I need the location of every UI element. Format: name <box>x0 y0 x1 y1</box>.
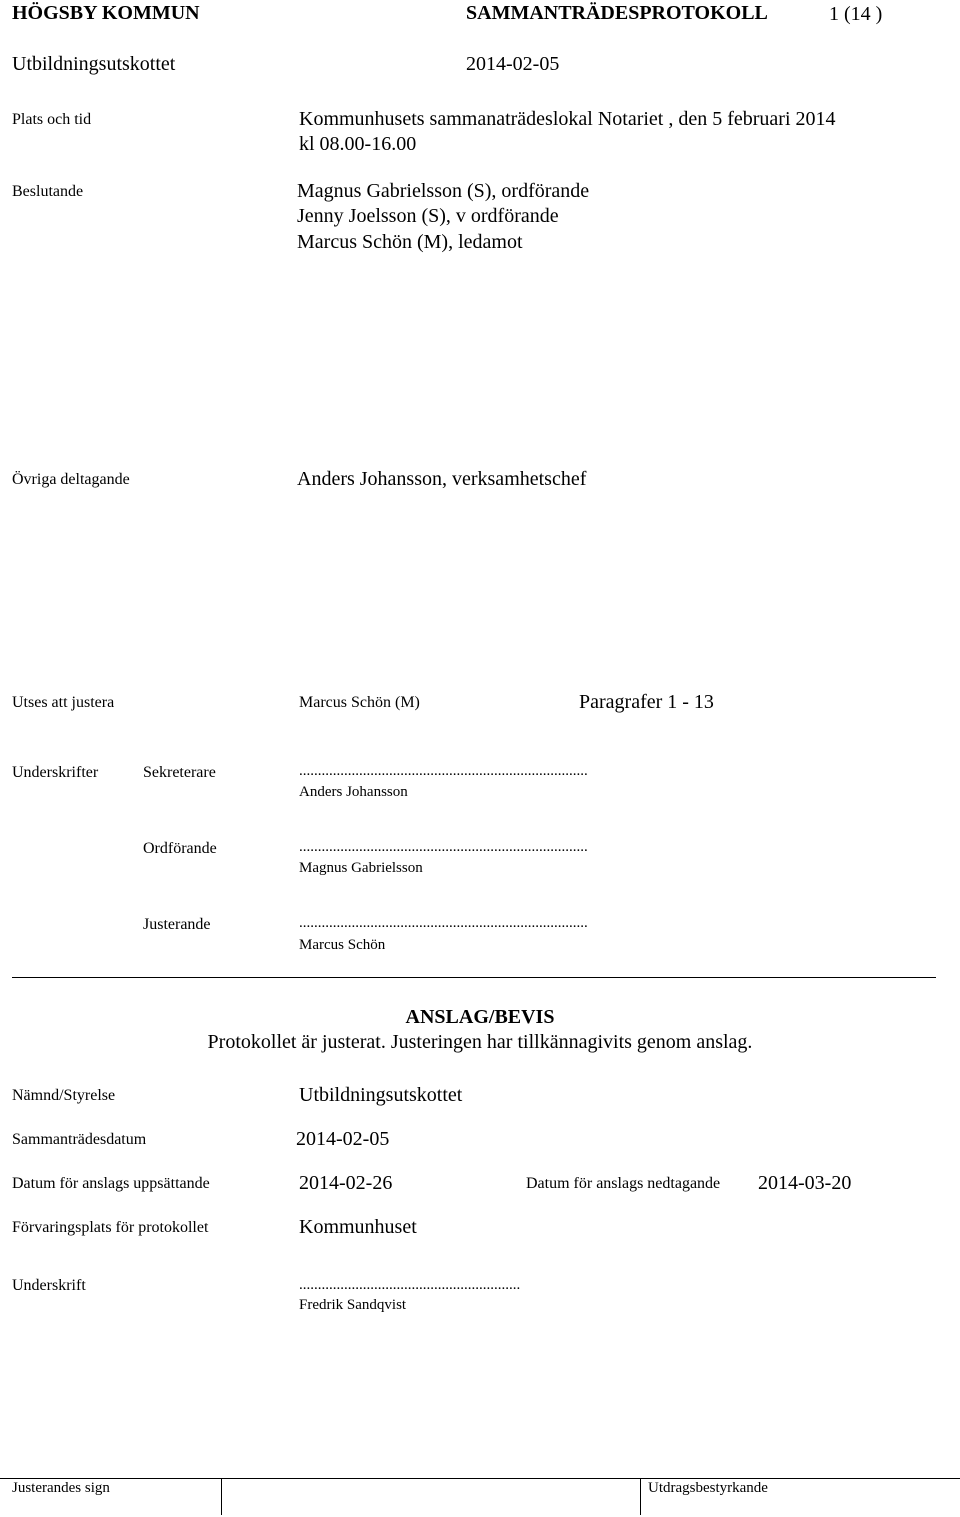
sign-name: Fredrik Sandqvist <box>299 1297 407 1313</box>
others-value: Anders Johansson, verksamhetschef <box>297 468 587 490</box>
posted-label: Datum för anslags uppsättande <box>12 1175 210 1192</box>
decider-item: Marcus Schön (M), ledamot <box>297 231 523 253</box>
place-label: Plats och tid <box>12 111 92 128</box>
adjust-label: Utses att justera <box>12 694 115 711</box>
secretary-signature-line: ............................................................................. <box>299 763 588 779</box>
footer-divider <box>640 1478 641 1515</box>
header-date: 2014-02-05 <box>466 53 560 75</box>
org-name: HÖGSBY KOMMUN <box>12 2 200 24</box>
signatures-label: Underskrifter <box>12 764 99 781</box>
chair-name: Magnus Gabrielsson <box>299 860 423 876</box>
chair-signature-line: ............................................................................. <box>299 839 588 855</box>
deciders-label: Beslutande <box>12 183 84 200</box>
storage-value: Kommunhuset <box>299 1216 417 1238</box>
footer-adjuster-sign: Justerandes sign <box>12 1480 110 1496</box>
paragraphs: Paragrafer 1 - 13 <box>579 691 714 713</box>
board-value: Utbildningsutskottet <box>299 1084 463 1106</box>
header-committee: Utbildningsutskottet <box>12 53 176 75</box>
section-divider <box>12 977 936 978</box>
adjuster-label: Justerande <box>143 916 211 933</box>
posted-value: 2014-02-26 <box>299 1172 393 1194</box>
footer-divider <box>221 1478 222 1515</box>
chair-label: Ordförande <box>143 840 217 857</box>
sign-label: Underskrift <box>12 1277 86 1294</box>
notice-text: Protokollet är justerat. Justeringen har tillkännagivits genom anslag. <box>207 1031 753 1053</box>
secretary-name: Anders Johansson <box>299 784 408 800</box>
sign-signature-line: ........................................................... <box>299 1277 521 1293</box>
footer-top-line <box>0 1478 960 1479</box>
storage-label: Förvaringsplats för protokollet <box>12 1219 209 1236</box>
page-number: 1 (14 ) <box>829 3 883 25</box>
notice-title: ANSLAG/BEVIS <box>405 1006 555 1028</box>
board-label: Nämnd/Styrelse <box>12 1087 116 1104</box>
removed-label: Datum för anslags nedtagande <box>526 1175 721 1192</box>
adjuster-signature-line: ............................................................................. <box>299 915 588 931</box>
meeting-date-label: Sammanträdesdatum <box>12 1131 147 1148</box>
others-label: Övriga deltagande <box>12 471 130 488</box>
decider-item: Jenny Joelsson (S), v ordförande <box>297 205 559 227</box>
adjuster-name: Marcus Schön <box>299 937 386 953</box>
meeting-date-value: 2014-02-05 <box>296 1128 390 1150</box>
document-type: SAMMANTRÄDESPROTOKOLL <box>466 2 768 24</box>
place-line2: kl 08.00-16.00 <box>299 133 417 155</box>
secretary-label: Sekreterare <box>143 764 216 781</box>
place-line1: Kommunhusets sammanaträdeslokal Notariet , den 5 februari 2014 <box>299 108 836 130</box>
adjust-name: Marcus Schön (M) <box>299 694 420 711</box>
footer-extract-cert: Utdragsbestyrkande <box>648 1480 768 1496</box>
removed-value: 2014-03-20 <box>758 1172 852 1194</box>
decider-item: Magnus Gabrielsson (S), ordförande <box>297 180 590 202</box>
